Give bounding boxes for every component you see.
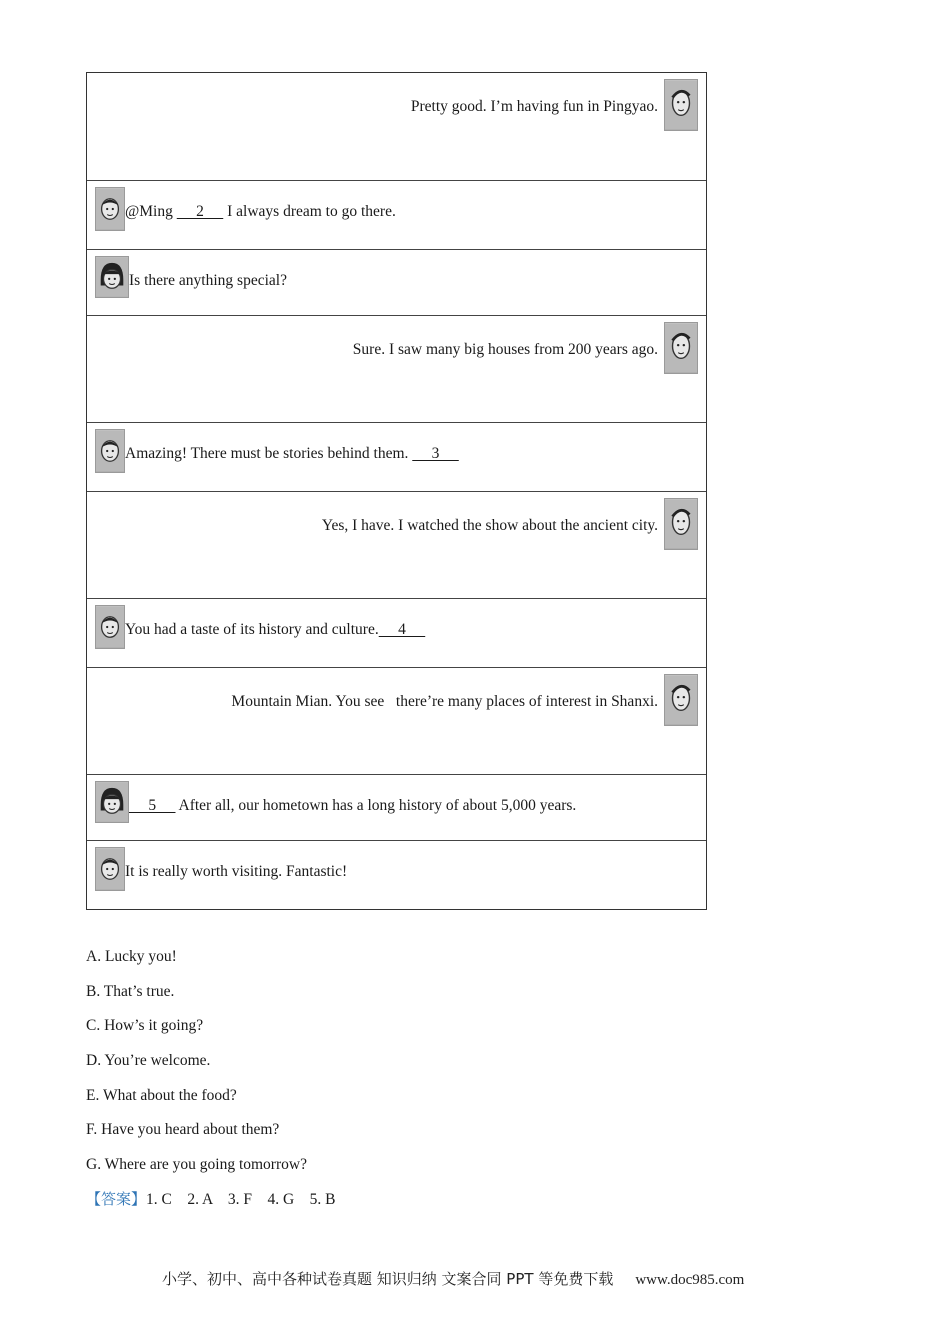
- chat-row-7: [87, 598, 706, 667]
- boy-face-icon: [95, 847, 125, 891]
- boy-face-icon: [95, 605, 125, 649]
- man-face-icon: [664, 322, 698, 374]
- chat-row-6: [87, 491, 706, 598]
- man-face-icon: [664, 498, 698, 550]
- chat-row-10: [87, 840, 706, 909]
- answer-blank-3: 3: [412, 445, 459, 462]
- page-footer: [162, 1268, 744, 1289]
- option-e: E. What about the food?: [86, 1086, 237, 1104]
- chat-row-9: [87, 774, 706, 840]
- footer-url[interactable]: www.doc985.com: [635, 1272, 745, 1288]
- option-f: F. Have you heard about them?: [86, 1121, 280, 1139]
- chat-text: It is really worth visiting. Fantastic!: [125, 863, 348, 880]
- answer-tag: 【答案】: [86, 1190, 147, 1208]
- option-c: C. How’s it going?: [86, 1017, 204, 1035]
- footer-text: 小学、初中、高中各种试卷真题 知识归纳 文案合同 PPT 等免费下载: [162, 1270, 614, 1288]
- chat-row-3: [87, 249, 706, 315]
- option-g: G. Where are you going tomorrow?: [86, 1156, 307, 1174]
- chat-text: You had a taste of its history and culture. 4: [125, 621, 426, 638]
- chat-text: Yes, I have. I watched the show about the ancient city.: [321, 517, 658, 534]
- chat-text: Amazing! There must be stories behind them. 3: [125, 445, 459, 462]
- girl-face-icon: [95, 256, 129, 298]
- girl-face-icon: [95, 781, 129, 823]
- chat-text: @Ming 2 I always dream to go there.: [125, 203, 396, 220]
- boy-face-icon: [95, 429, 125, 473]
- chat-text: Mountain Mian. You see there’re many places of interest in Shanxi.: [231, 693, 658, 710]
- chat-text: Sure. I saw many big houses from 200 years ago.: [352, 341, 658, 358]
- option-b: B. That’s true.: [86, 982, 175, 1000]
- answer-blank-4: 4: [378, 621, 426, 638]
- answer-blank-2: 2: [176, 203, 224, 220]
- chat-row-5: [87, 422, 706, 491]
- chat-text: Is there anything special?: [129, 272, 287, 289]
- answer-blank-5: 5: [129, 797, 176, 814]
- option-a: A. Lucky you!: [86, 948, 177, 965]
- chat-text: 5 After all, our hometown has a long history of about 5,000 years.: [129, 797, 577, 814]
- answer-key: [86, 1188, 336, 1209]
- chat-row-4: [87, 315, 706, 422]
- chat-row-1: [87, 73, 706, 180]
- option-d: D. You’re welcome.: [86, 1052, 211, 1070]
- chat-text: Pretty good. I’m having fun in Pingyao.: [410, 98, 658, 115]
- man-face-icon: [664, 674, 698, 726]
- chat-table: [86, 72, 707, 910]
- chat-row-2: [87, 180, 706, 249]
- answer-text: 1. C 2. A 3. F 4. G 5. B: [146, 1191, 336, 1208]
- boy-face-icon: [95, 187, 125, 231]
- man-face-icon: [664, 79, 698, 131]
- chat-row-8: [87, 667, 706, 774]
- answer-options: [86, 946, 307, 1189]
